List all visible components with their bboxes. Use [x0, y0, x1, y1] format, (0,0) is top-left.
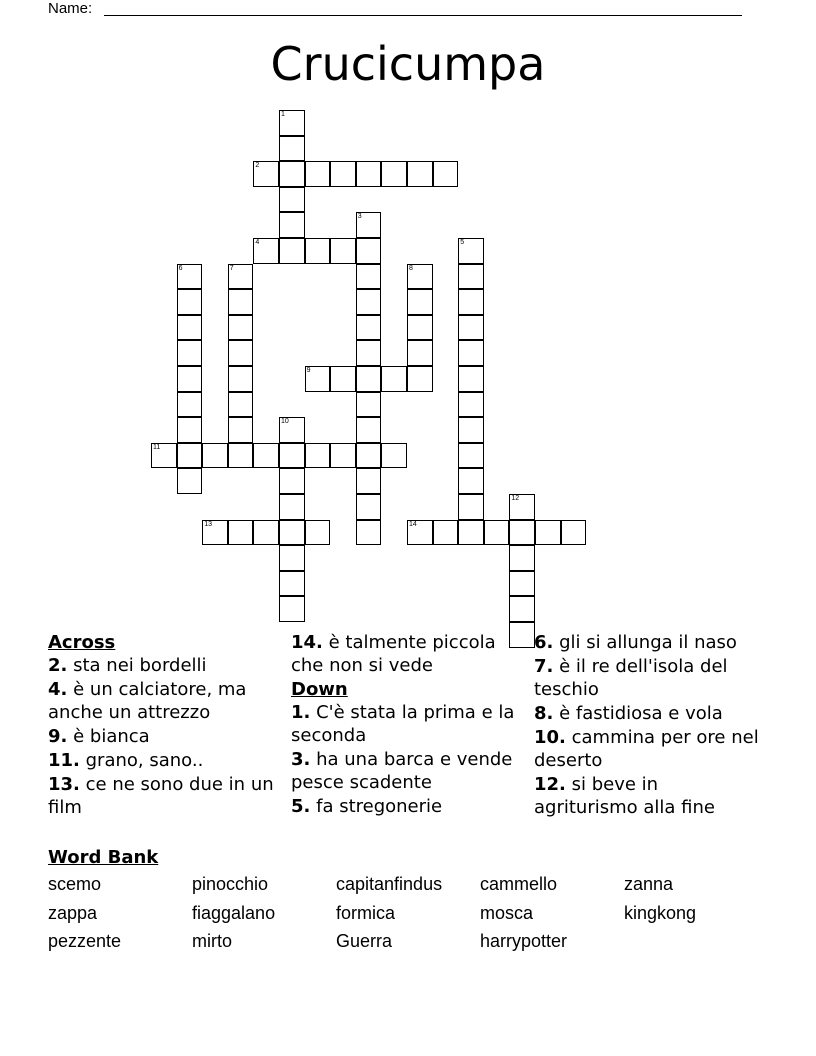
grid-cell[interactable]: [356, 417, 382, 443]
grid-cell[interactable]: [279, 136, 305, 162]
grid-cell[interactable]: [458, 289, 484, 315]
across-heading: Across: [48, 632, 116, 653]
grid-cell[interactable]: [177, 392, 203, 418]
grid-cell[interactable]: [458, 417, 484, 443]
page-title: Crucicumpa: [270, 37, 546, 91]
grid-cell[interactable]: [356, 340, 382, 366]
grid-cell[interactable]: [177, 417, 203, 443]
grid-cell[interactable]: [279, 161, 305, 187]
word-bank-item: zanna: [624, 874, 674, 894]
cell-number: 9: [306, 367, 311, 374]
word-bank-item: harrypotter: [480, 931, 568, 951]
word-bank-heading: Word Bank: [48, 847, 159, 868]
grid-cell[interactable]: [279, 571, 305, 597]
grid-cell[interactable]: [228, 443, 254, 469]
clue-across-11: 11. grano, sano..: [48, 750, 204, 771]
clues-column-1: [48, 631, 274, 820]
grid-cell[interactable]: [202, 520, 228, 546]
grid-cell[interactable]: [356, 264, 382, 290]
grid-cell[interactable]: [509, 545, 535, 571]
clue-down-10: 10. cammina per ore nel deserto: [534, 727, 759, 771]
grid-cell[interactable]: [458, 366, 484, 392]
grid-cell[interactable]: [356, 238, 382, 264]
grid-cell[interactable]: [458, 494, 484, 520]
cell-number: 7: [229, 264, 234, 272]
word-bank-item: pinocchio: [192, 874, 269, 894]
grid-cell[interactable]: [407, 520, 433, 546]
cell-number: 3: [357, 213, 362, 221]
grid-cell[interactable]: [433, 161, 459, 187]
grid-cell[interactable]: [381, 161, 407, 187]
grid-cell[interactable]: [228, 289, 254, 315]
grid-cell[interactable]: [279, 238, 305, 264]
cell-number: 10: [281, 418, 289, 426]
grid-cell[interactable]: [228, 417, 254, 443]
grid-cell[interactable]: [458, 443, 484, 469]
word-bank-item: scemo: [48, 874, 102, 894]
grid-cell[interactable]: [228, 366, 254, 392]
grid-cell[interactable]: [407, 264, 433, 290]
grid-cell[interactable]: [279, 212, 305, 238]
clue-across-9: 9. è bianca: [48, 726, 150, 747]
grid-cell[interactable]: [458, 468, 484, 494]
grid-cell[interactable]: [279, 443, 305, 469]
grid-cell[interactable]: [228, 315, 254, 341]
grid-cell[interactable]: [356, 315, 382, 341]
down-heading: Down: [291, 679, 348, 700]
word-bank-item: formica: [336, 902, 396, 923]
grid-cell[interactable]: [253, 443, 279, 469]
clue-across-4: 4. è un calciatore, ma anche un attrezzo: [48, 679, 247, 723]
grid-cell[interactable]: [509, 520, 535, 546]
grid-cell[interactable]: [177, 340, 203, 366]
word-bank-item: pezzente: [48, 931, 122, 951]
grid-cell[interactable]: [305, 443, 331, 469]
grid-cell[interactable]: [279, 468, 305, 494]
clue-down-7: 7. è il re dell'isola del teschio: [534, 656, 728, 700]
grid-cell[interactable]: [253, 161, 279, 187]
grid-cell[interactable]: [279, 596, 305, 622]
grid-cell[interactable]: [356, 494, 382, 520]
grid-cell[interactable]: [279, 545, 305, 571]
grid-cell[interactable]: [356, 161, 382, 187]
grid-cell[interactable]: [484, 520, 510, 546]
grid-cell[interactable]: [330, 238, 356, 264]
grid-cell[interactable]: [305, 238, 331, 264]
grid-cell[interactable]: [407, 315, 433, 341]
grid-cell[interactable]: [356, 392, 382, 418]
word-bank-item: mosca: [480, 902, 534, 923]
grid-cell[interactable]: [458, 238, 484, 264]
word-bank-item: Guerra: [336, 931, 393, 951]
grid-cell[interactable]: [177, 468, 203, 494]
grid-cell[interactable]: [458, 315, 484, 341]
grid-cell[interactable]: [458, 340, 484, 366]
grid-cell[interactable]: [407, 289, 433, 315]
grid-cell[interactable]: [228, 264, 254, 290]
cell-number: 6: [178, 264, 183, 272]
word-bank-item: mirto: [192, 931, 232, 951]
grid-cell[interactable]: [458, 392, 484, 418]
grid-cell[interactable]: [177, 315, 203, 341]
grid-cell[interactable]: [253, 520, 279, 546]
grid-cell[interactable]: [279, 187, 305, 213]
grid-cell[interactable]: [458, 520, 484, 546]
grid-cell[interactable]: [305, 161, 331, 187]
cell-number: 1: [281, 111, 285, 118]
grid-cell[interactable]: [177, 264, 203, 290]
grid-cell[interactable]: [228, 340, 254, 366]
grid-cell[interactable]: [253, 238, 279, 264]
clue-across-14: 14. è talmente piccola che non si vede: [291, 632, 496, 676]
word-bank-item: cammello: [480, 874, 558, 894]
grid-cell[interactable]: [177, 289, 203, 315]
cell-number: 13: [204, 520, 212, 528]
grid-cell[interactable]: [177, 443, 203, 469]
grid-cell[interactable]: [381, 443, 407, 469]
grid-cell[interactable]: [356, 212, 382, 238]
clues-column-3: [534, 631, 764, 820]
grid-cell[interactable]: [305, 366, 331, 392]
grid-cell[interactable]: [279, 417, 305, 443]
clue-down-6: 6. gli si allunga il naso: [534, 632, 737, 653]
grid-cell[interactable]: [433, 520, 459, 546]
word-bank-item: fiaggalano: [192, 902, 276, 923]
grid-cell[interactable]: [228, 520, 254, 546]
grid-cell[interactable]: [356, 289, 382, 315]
grid-cell[interactable]: [509, 596, 535, 622]
grid-cell[interactable]: [509, 494, 535, 520]
grid-cell[interactable]: [356, 520, 382, 546]
word-bank-item: kingkong: [624, 902, 697, 923]
grid-cell[interactable]: [330, 366, 356, 392]
grid-cell[interactable]: [279, 494, 305, 520]
cell-number: 5: [460, 239, 465, 246]
cell-number: 14: [409, 520, 417, 528]
grid-cell[interactable]: [305, 520, 331, 546]
clue-across-2: 2. sta nei bordelli: [48, 655, 207, 676]
cell-number: 8: [409, 264, 413, 272]
grid-cell[interactable]: [228, 392, 254, 418]
word-bank: [48, 874, 768, 960]
grid-cell[interactable]: [407, 161, 433, 187]
clues-column-2: [291, 631, 527, 819]
grid-cell[interactable]: [330, 161, 356, 187]
grid-cell[interactable]: [279, 520, 305, 546]
clue-down-1: 1. C'è stata la prima e la seconda: [291, 702, 515, 746]
name-label: Name:: [48, 0, 93, 17]
grid-cell[interactable]: [356, 366, 382, 392]
grid-cell[interactable]: [535, 520, 561, 546]
cell-number: 12: [511, 495, 520, 502]
word-bank-item: zappa: [48, 902, 98, 923]
grid-cell[interactable]: [509, 571, 535, 597]
clue-down-3: 3. ha una barca e vende pesce scadente: [291, 749, 513, 793]
grid-cell[interactable]: [458, 264, 484, 290]
grid-cell[interactable]: [279, 110, 305, 136]
grid-cell[interactable]: [356, 468, 382, 494]
grid-cell[interactable]: [330, 443, 356, 469]
cell-number: 2: [255, 162, 260, 170]
clue-down-8: 8. è fastidiosa e vola: [534, 703, 723, 724]
grid-cell[interactable]: [151, 443, 177, 469]
cell-number: 11: [153, 443, 161, 451]
clue-across-13: 13. ce ne sono due in un film: [48, 774, 274, 818]
grid-cell[interactable]: [407, 366, 433, 392]
clue-down-12: 12. si beve in agriturismo alla fine: [534, 774, 715, 818]
grid-cell[interactable]: [407, 340, 433, 366]
grid-cell[interactable]: [202, 443, 228, 469]
grid-cell[interactable]: [381, 366, 407, 392]
word-bank-item: capitanfindus: [336, 874, 443, 894]
grid-cell[interactable]: [177, 366, 203, 392]
clue-down-5: 5. fa stregonerie: [291, 796, 443, 817]
grid-cell[interactable]: [356, 443, 382, 469]
grid-cell[interactable]: [561, 520, 587, 546]
cell-number: 4: [255, 239, 260, 246]
